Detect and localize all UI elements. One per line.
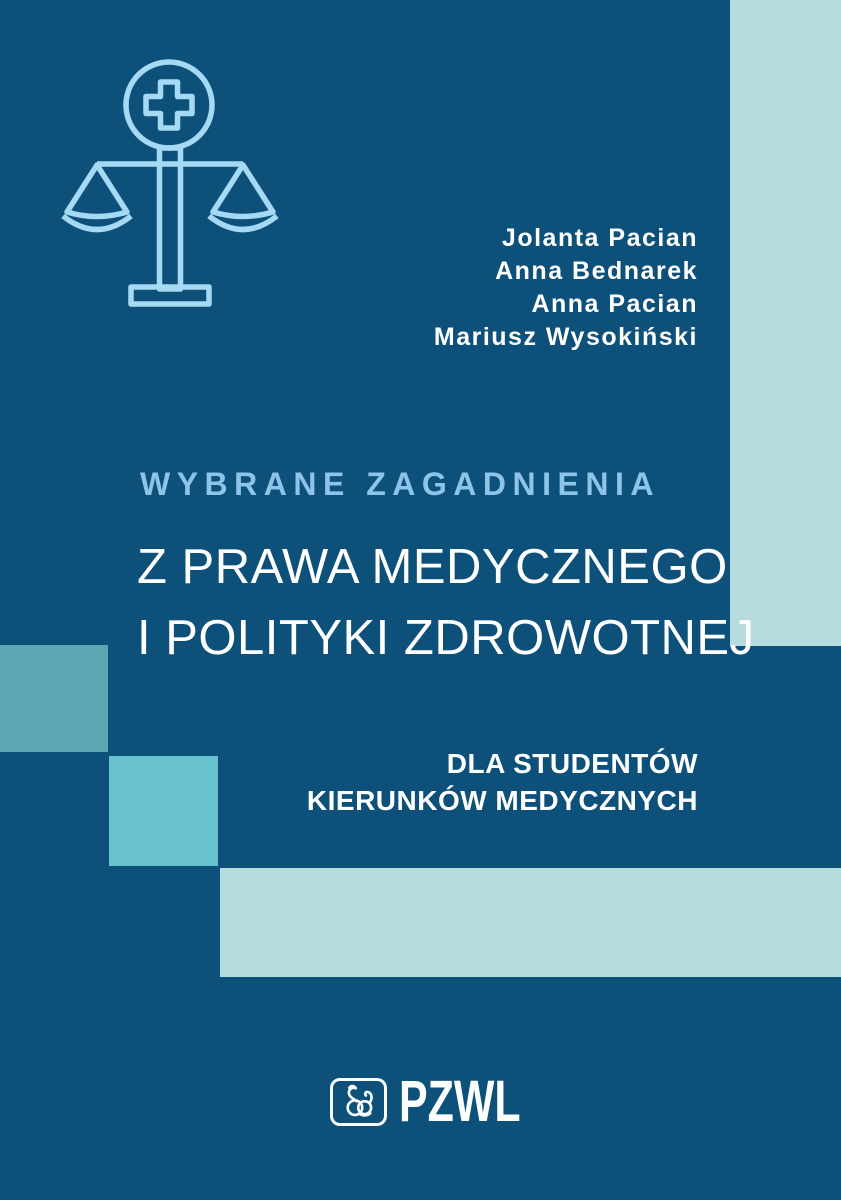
decor-band-bottom bbox=[220, 868, 841, 977]
author-name: Mariusz Wysokiński bbox=[433, 323, 698, 351]
author-name: Anna Bednarek bbox=[495, 257, 698, 285]
scales-of-justice-with-medical-cross-icon bbox=[55, 50, 285, 315]
subtitle-line-2: KIERUNKÓW MEDYCZNYCH bbox=[306, 785, 698, 816]
title-line-1: Z PRAWA MEDYCZNEGO bbox=[137, 540, 728, 594]
publisher-name: PZWL bbox=[399, 1069, 521, 1134]
author-name: Jolanta Pacian bbox=[501, 224, 698, 252]
series-kicker: WYBRANE ZAGADNIENIA bbox=[140, 466, 660, 502]
title-line-2: I POLITYKI ZDROWOTNEJ bbox=[137, 611, 755, 665]
book-title bbox=[137, 538, 755, 668]
publisher-logo bbox=[330, 1069, 563, 1134]
audience-subtitle bbox=[307, 745, 698, 819]
decor-square-cyan bbox=[109, 756, 218, 866]
pzwl-snake-emblem-icon bbox=[330, 1078, 387, 1126]
decor-square-teal bbox=[0, 645, 108, 752]
author-name: Anna Pacian bbox=[531, 290, 698, 318]
author-list bbox=[434, 222, 698, 354]
subtitle-line-1: DLA STUDENTÓW bbox=[446, 748, 698, 779]
